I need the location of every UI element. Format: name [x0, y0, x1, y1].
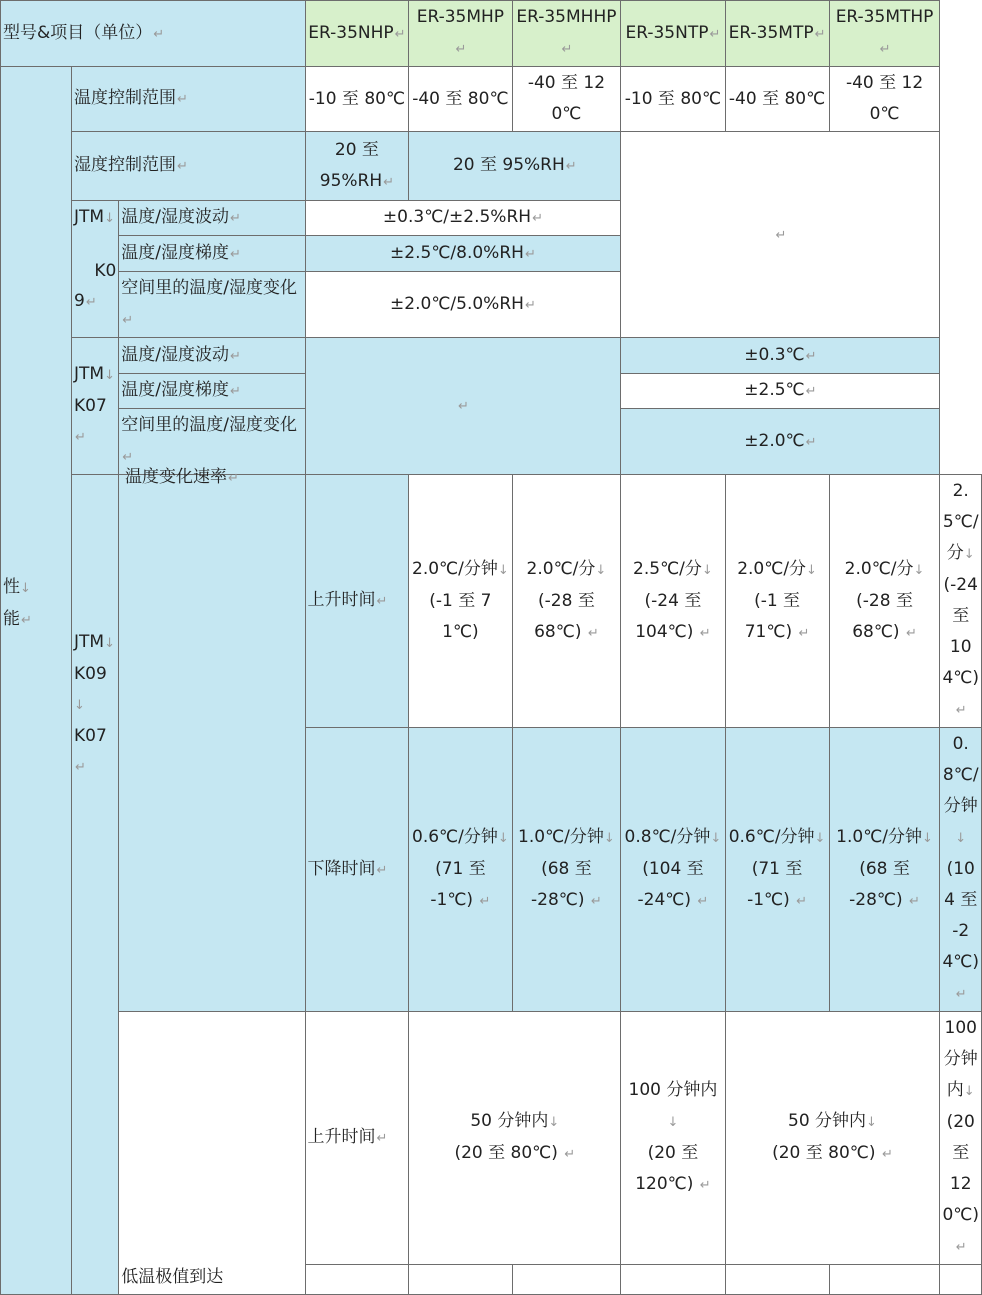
standard-k09-cell: JTM↓ K0 9↵: [71, 201, 118, 338]
empty-cell: [409, 1265, 512, 1295]
k07-var-label: 空间里的温度/湿度变化↵: [119, 409, 305, 475]
reach-rise-label: 上升时间↵: [305, 1012, 409, 1265]
k07-fluct-label: 温度/湿度波动↵: [119, 338, 305, 374]
rise-label: 上升时间↵: [305, 475, 409, 728]
model-header: ER-35NTP↵: [621, 1, 725, 67]
temp-range-value: -40 至 80℃: [409, 67, 512, 132]
empty-cell: [305, 1265, 409, 1295]
fall-value: 0.6℃/分钟↓ (71 至 -1℃) ↵: [725, 728, 829, 1012]
hum-range-value-nhp: 20 至 95%RH↵: [305, 132, 409, 201]
temp-range-value: -10 至 80℃: [621, 67, 725, 132]
empty-cell: [725, 1265, 829, 1295]
paragraph-mark-icon: ↵: [153, 26, 165, 42]
rise-value: 2.5℃/分↓ (-24 至 104℃) ↵: [940, 475, 982, 728]
temp-range-value: -40 至 120℃: [829, 67, 940, 132]
reach-value: 50 分钟内↓ (20 至 80℃) ↵: [409, 1012, 621, 1265]
standard-k07-cell: JTM↓ K07↵: [71, 338, 118, 475]
rate-label: [119, 475, 305, 1012]
reach-value: 100 分钟内↓ (20 至 120℃) ↵: [940, 1012, 982, 1265]
k07-grad-value: ±2.5℃↵: [621, 374, 940, 409]
rise-value: 2.0℃/分↓ (-1 至 71℃) ↵: [725, 475, 829, 728]
rate-label-text: 温度变化速率↵: [125, 467, 239, 487]
standard-both-cell: JTM↓ K09↓ K07↵: [71, 475, 118, 1295]
empty-cell: ↵: [621, 132, 940, 338]
performance-cell: 性↓ 能↵: [1, 67, 72, 1295]
model-header: ER-35MTP↵: [725, 1, 829, 67]
model-header: ER-35MTHP↵: [829, 1, 940, 67]
empty-cell: ↵: [305, 338, 621, 475]
rise-value: 2.0℃/分钟↓ (-1 至 71℃): [409, 475, 512, 728]
k07-grad-label: 温度/湿度梯度↵: [119, 374, 305, 409]
k09-var-label: 空间里的温度/湿度变化↵: [119, 272, 305, 338]
empty-cell: [621, 1265, 725, 1295]
k09-grad-label: 温度/湿度梯度↵: [119, 236, 305, 272]
temp-range-value: -40 至 80℃: [725, 67, 829, 132]
model-header: ER-35NHP↵: [305, 1, 409, 67]
model-header: ER-35MHHP↵: [512, 1, 621, 67]
header-label-cell: [1, 1, 306, 67]
fall-value: 0.6℃/分钟↓ (71 至 -1℃) ↵: [409, 728, 512, 1012]
fall-value: 1.0℃/分钟↓ (68 至 -28℃) ↵: [512, 728, 621, 1012]
fall-value: 0.8℃/分钟↓ (104 至 -24℃) ↵: [621, 728, 725, 1012]
k09-fluct-value: ±0.3℃/±2.5%RH↵: [305, 201, 621, 236]
empty-cell: [829, 1265, 940, 1295]
reach-label: 低温极值到达: [119, 1012, 305, 1295]
fall-label: 下降时间↵: [305, 728, 409, 1012]
k07-var-value: ±2.0℃↵: [621, 409, 940, 475]
model-header: ER-35MHP↵: [409, 1, 512, 67]
header-label: 型号&项目（单位）: [3, 22, 153, 43]
fall-value: 1.0℃/分钟↓ (68 至 -28℃) ↵: [829, 728, 940, 1012]
k09-grad-value: ±2.5℃/8.0%RH↵: [305, 236, 621, 272]
k09-fluct-label: 温度/湿度波动↵: [119, 201, 305, 236]
k09-var-value: ±2.0℃/5.0%RH↵: [305, 272, 621, 338]
rise-value: 2.0℃/分↓ (-28 至 68℃) ↵: [512, 475, 621, 728]
rise-value: 2.0℃/分↓ (-28 至 68℃) ↵: [829, 475, 940, 728]
temp-range-value: -40 至 120℃: [512, 67, 621, 132]
hum-range-label: 湿度控制范围↵: [71, 132, 305, 201]
empty-cell: [940, 1265, 982, 1295]
reach-value: 100 分钟内↓ (20 至 120℃) ↵: [621, 1012, 725, 1265]
fall-value: 0.8℃/分钟↓ (104 至 -24℃) ↵: [940, 728, 982, 1012]
hum-range-value: 20 至 95%RH↵: [409, 132, 621, 201]
temp-range-label: 温度控制范围↵: [71, 67, 305, 132]
empty-cell: [512, 1265, 621, 1295]
rise-value: 2.5℃/分↓ (-24 至 104℃) ↵: [621, 475, 725, 728]
k07-fluct-value: ±0.3℃↵: [621, 338, 940, 374]
temp-range-value: -10 至 80℃: [305, 67, 409, 132]
reach-value: 50 分钟内↓ (20 至 80℃) ↵: [725, 1012, 940, 1265]
